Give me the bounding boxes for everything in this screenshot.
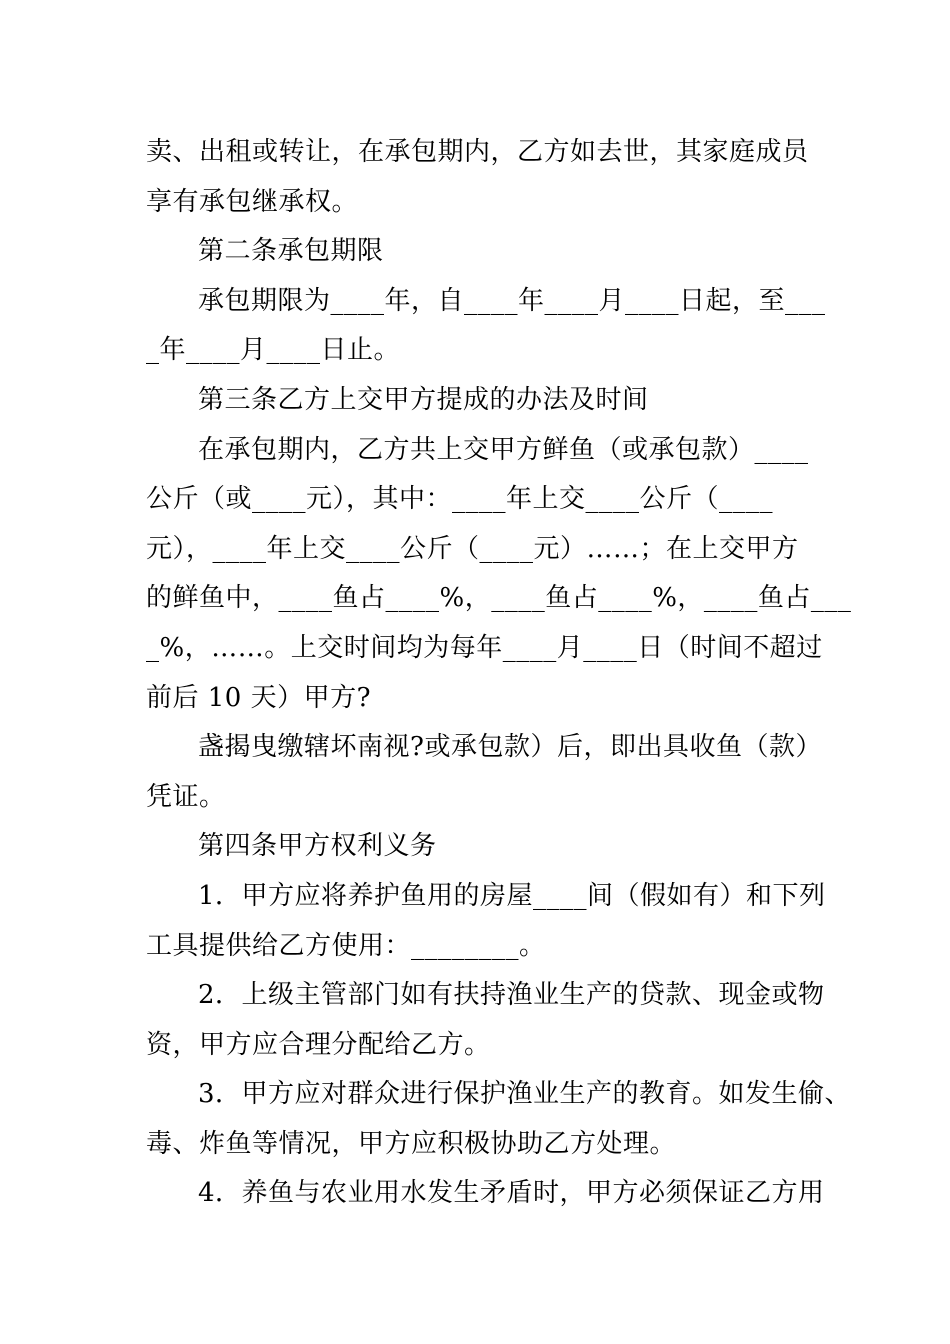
list-item: 4．养鱼与农业用水发生矛盾时，甲方必须保证乙方用: [198, 1178, 825, 1209]
section-heading: 第二条承包期限: [198, 236, 384, 267]
text-line: _年____月____日止。: [146, 335, 401, 366]
text-line: 卖、出租或转让，在承包期内，乙方如去世，其家庭成员: [146, 137, 809, 167]
list-item: 1．甲方应将养护鱼用的房屋____间（假如有）和下列: [198, 880, 826, 911]
text-line: 享有承包继承权。: [146, 186, 359, 217]
text-line: 凭证。: [146, 781, 226, 812]
text-line: 毒、炸鱼等情况，甲方应积极协助乙方处理。: [146, 1128, 677, 1159]
text-line: 资，甲方应合理分配给乙方。: [146, 1029, 491, 1060]
section-heading: 第四条甲方权利义务: [198, 831, 437, 862]
text-line: 的鲜鱼中，____鱼占____%，____鱼占____%，____鱼占___: [146, 583, 852, 614]
text-line: 元），____年上交____公斤（____元）……；在上交甲方: [146, 533, 799, 564]
text-line: 在承包期内，乙方共上交甲方鲜鱼（或承包款）____: [198, 434, 809, 465]
text-line: 承包期限为____年，自____年____月____日起，至___: [198, 285, 826, 316]
text-line: 盏揭曳缴辖坏南视?或承包款）后，即出具收鱼（款）: [198, 732, 822, 763]
section-heading: 第三条乙方上交甲方提成的办法及时间: [198, 384, 649, 415]
list-item: 2．上级主管部门如有扶持渔业生产的贷款、现金或物: [198, 980, 825, 1011]
list-item: 3．甲方应对群众进行保护渔业生产的教育。如发生偷、: [198, 1079, 852, 1110]
text-line: 工具提供给乙方使用：________。: [146, 930, 546, 961]
text-line: 前后 10 天）甲方?: [146, 682, 372, 713]
text-line: 公斤（或____元），其中：____年上交____公斤（____: [146, 484, 774, 515]
document-page: [146, 128, 852, 1219]
text-line: _%，……。上交时间均为每年____月____日（时间不超过: [146, 632, 823, 663]
